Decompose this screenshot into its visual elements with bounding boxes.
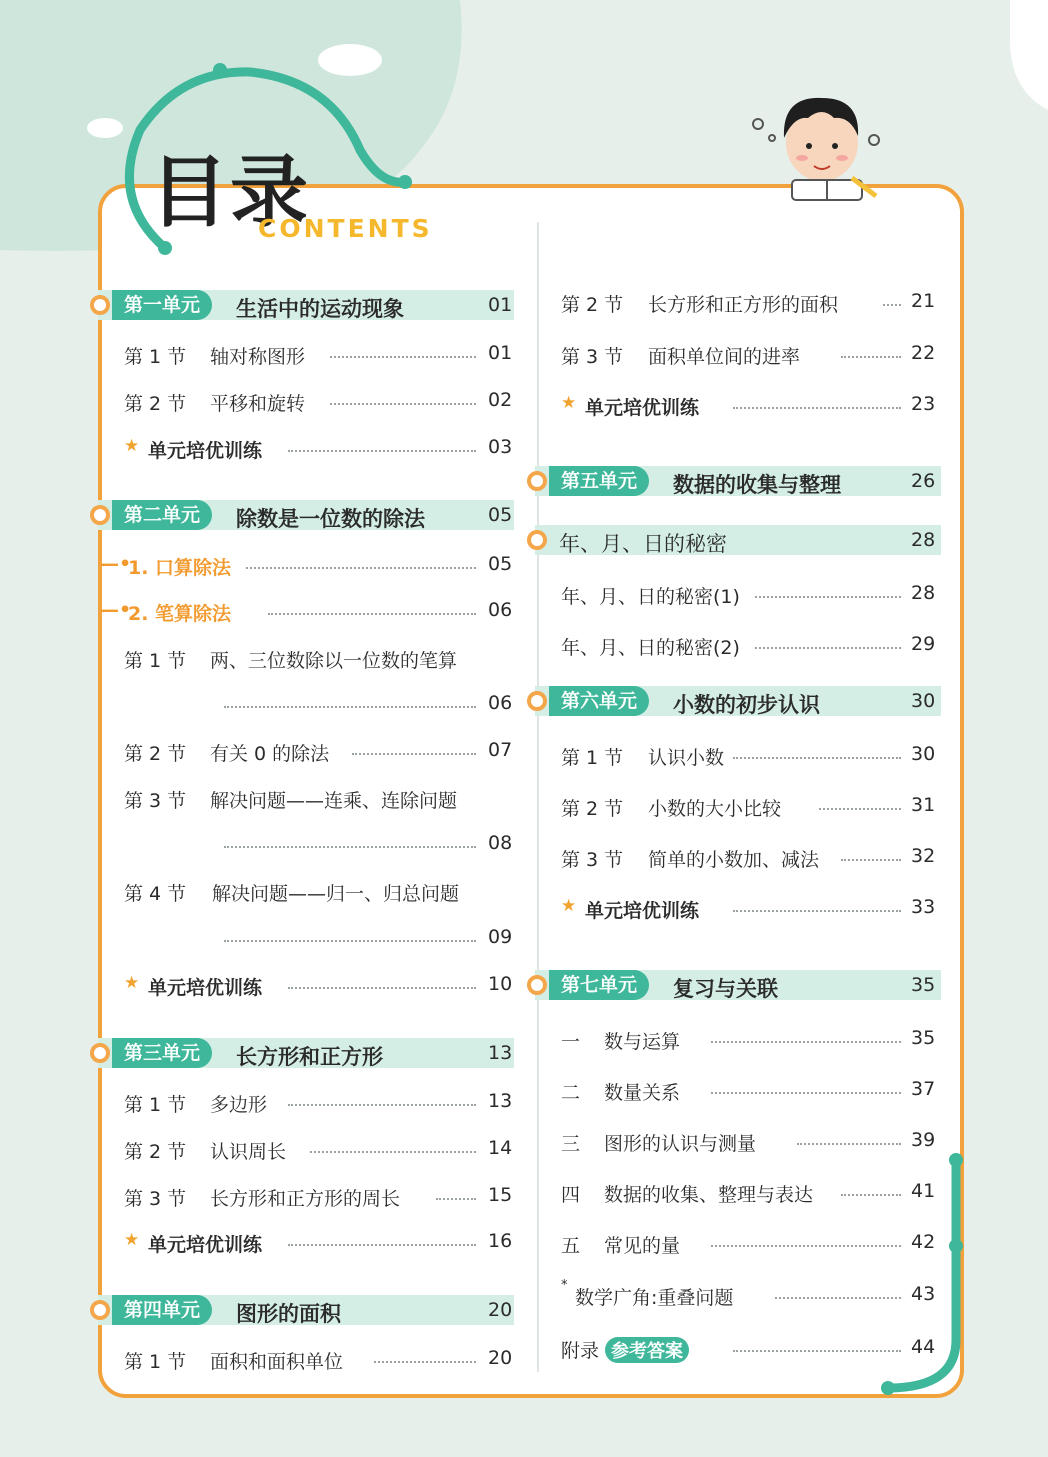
bullet-ring-icon bbox=[90, 295, 110, 315]
page-number: 09 bbox=[488, 926, 513, 948]
section-title: 解决问题——连乘、连除问题 bbox=[210, 790, 458, 812]
dot-leader bbox=[330, 356, 476, 358]
column-divider bbox=[537, 222, 539, 1372]
toc-entry[interactable] bbox=[124, 736, 514, 766]
dot-leader bbox=[310, 1151, 476, 1153]
unit-header-6[interactable] bbox=[535, 686, 941, 716]
section-title: 多边形 bbox=[210, 1094, 268, 1116]
section-title: 单元培优训练 bbox=[148, 1234, 263, 1256]
dot-leader bbox=[841, 356, 901, 358]
page-number: 06 bbox=[488, 599, 513, 621]
unit-header-2[interactable] bbox=[98, 500, 514, 530]
section-number: 第 1 节 bbox=[124, 1351, 187, 1373]
page-number: 35 bbox=[911, 974, 936, 996]
page-number: 42 bbox=[911, 1231, 936, 1253]
toc-entry[interactable] bbox=[561, 630, 941, 660]
orange-bullet-icon: —• bbox=[100, 553, 132, 575]
corner-curve-decoration bbox=[870, 1150, 990, 1440]
section-title: 小数的大小比较 bbox=[648, 798, 782, 820]
page-number: 08 bbox=[488, 832, 513, 854]
section-number: 第 1 节 bbox=[124, 346, 187, 368]
star-icon: ★ bbox=[124, 973, 140, 993]
unit-tag: 第七单元 bbox=[549, 970, 649, 1000]
section-title: 单元培优训练 bbox=[148, 440, 263, 462]
toc-entry[interactable] bbox=[124, 386, 514, 416]
dot-leader bbox=[436, 1198, 476, 1200]
section-title: 2. 笔算除法 bbox=[128, 603, 232, 625]
unit-header-3[interactable] bbox=[98, 1038, 514, 1068]
star-icon: ★ bbox=[124, 436, 140, 456]
page-number: 28 bbox=[911, 529, 936, 551]
section-title: 常见的量 bbox=[604, 1235, 681, 1257]
page-number: 13 bbox=[488, 1090, 513, 1112]
toc-entry[interactable] bbox=[124, 339, 514, 369]
bullet-ring-icon bbox=[527, 691, 547, 711]
page-number: 44 bbox=[911, 1336, 936, 1358]
section-title: 数据的收集、整理与表达 bbox=[604, 1184, 814, 1206]
section-title: 单元培优训练 bbox=[585, 900, 700, 922]
dot-leader bbox=[733, 757, 901, 759]
section-title: 认识周长 bbox=[210, 1141, 287, 1163]
section-number: 四 bbox=[561, 1184, 581, 1206]
unit-title: 数据的收集与整理 bbox=[673, 473, 841, 497]
section-title: 解决问题——归一、归总问题 bbox=[212, 883, 460, 905]
bullet-ring-icon bbox=[527, 471, 547, 491]
page-number: 05 bbox=[488, 504, 513, 526]
toc-entry[interactable] bbox=[124, 970, 514, 1000]
page-number: 39 bbox=[911, 1129, 936, 1151]
toc-entry[interactable] bbox=[561, 579, 941, 609]
section-title: 长方形和正方形的周长 bbox=[210, 1188, 401, 1210]
section-title: 1. 口算除法 bbox=[128, 557, 232, 579]
toc-entry[interactable] bbox=[100, 596, 514, 626]
toc-entry[interactable] bbox=[561, 1024, 941, 1054]
dot-leader bbox=[755, 647, 901, 649]
bullet-ring-icon bbox=[527, 530, 547, 550]
page-number: 10 bbox=[488, 973, 513, 995]
answer-key-badge: 参考答案 bbox=[605, 1337, 689, 1363]
dot-leader bbox=[755, 596, 901, 598]
asterisk-mark: * bbox=[561, 1278, 568, 1293]
toc-entry[interactable] bbox=[124, 1227, 514, 1257]
appendix-label: 附录 bbox=[561, 1340, 600, 1362]
unit-header-1[interactable] bbox=[98, 290, 514, 320]
page-number: 01 bbox=[488, 294, 513, 316]
page-number: 22 bbox=[911, 342, 936, 364]
page-number: 05 bbox=[488, 553, 513, 575]
toc-entry[interactable] bbox=[124, 433, 514, 463]
section-number: 第 3 节 bbox=[561, 849, 624, 871]
page-number: 16 bbox=[488, 1230, 513, 1252]
page-number: 35 bbox=[911, 1027, 936, 1049]
section-title: 数量关系 bbox=[604, 1082, 681, 1104]
section-title: 简单的小数加、减法 bbox=[648, 849, 820, 871]
dot-leader bbox=[288, 1244, 476, 1246]
section-number: 第 2 节 bbox=[561, 798, 624, 820]
bullet-ring-icon bbox=[527, 975, 547, 995]
section-number: 一 bbox=[561, 1031, 581, 1053]
toc-entry[interactable] bbox=[124, 876, 514, 906]
page-number: 20 bbox=[488, 1347, 513, 1369]
page-title: 目录 bbox=[150, 148, 311, 238]
toc-entry-continued[interactable] bbox=[124, 923, 514, 953]
appendix-label-wrap bbox=[561, 1336, 689, 1363]
unit-header-5[interactable] bbox=[535, 466, 941, 496]
section-title: 数学广角:重叠问题 bbox=[575, 1287, 734, 1309]
dot-leader bbox=[797, 1143, 901, 1145]
unit-title: 长方形和正方形 bbox=[236, 1045, 383, 1069]
unit-header-4[interactable] bbox=[98, 1295, 514, 1325]
page-number: 06 bbox=[488, 692, 513, 714]
dot-leader bbox=[352, 753, 476, 755]
page-number: 23 bbox=[911, 393, 936, 415]
dot-leader bbox=[883, 304, 901, 306]
section-number: 第 3 节 bbox=[124, 1188, 187, 1210]
unit-tag: 第六单元 bbox=[549, 686, 649, 716]
toc-entry[interactable] bbox=[561, 390, 941, 420]
unit-title: 复习与关联 bbox=[673, 977, 778, 1001]
toc-entry[interactable] bbox=[124, 1344, 514, 1374]
page-subtitle: CONTENTS bbox=[258, 214, 433, 243]
page-number: 43 bbox=[911, 1283, 936, 1305]
dot-leader bbox=[374, 1361, 476, 1363]
dot-leader bbox=[711, 1041, 901, 1043]
toc-entry[interactable] bbox=[124, 1181, 514, 1211]
toc-entry[interactable] bbox=[124, 783, 514, 813]
page-number: 21 bbox=[911, 290, 936, 312]
topic-title: 年、月、日的秘密 bbox=[559, 532, 727, 556]
section-title: 轴对称图形 bbox=[210, 346, 306, 368]
toc-entry[interactable] bbox=[561, 740, 941, 770]
toc-entry[interactable] bbox=[124, 1134, 514, 1164]
page-number: 29 bbox=[911, 633, 936, 655]
toc-entry-continued[interactable] bbox=[124, 689, 514, 719]
section-title: 平移和旋转 bbox=[210, 393, 306, 415]
section-number: 五 bbox=[561, 1235, 581, 1257]
boy-reading-icon bbox=[752, 88, 892, 208]
section-title: 长方形和正方形的面积 bbox=[648, 294, 839, 316]
dot-leader bbox=[288, 450, 476, 452]
page-number: 32 bbox=[911, 845, 936, 867]
page-number: 30 bbox=[911, 743, 936, 765]
dot-leader bbox=[288, 987, 476, 989]
dot-leader bbox=[246, 567, 476, 569]
dot-leader bbox=[268, 613, 476, 615]
section-number: 三 bbox=[561, 1133, 581, 1155]
toc-entry[interactable] bbox=[100, 550, 514, 580]
dot-leader bbox=[711, 1092, 901, 1094]
bullet-ring-icon bbox=[90, 1043, 110, 1063]
toc-entry[interactable] bbox=[561, 1075, 941, 1105]
section-number: 二 bbox=[561, 1082, 581, 1104]
unit-tag: 第一单元 bbox=[112, 290, 212, 320]
toc-entry-continued[interactable] bbox=[124, 829, 514, 859]
section-title: 有关 0 的除法 bbox=[210, 743, 330, 765]
dot-leader bbox=[224, 940, 476, 942]
page-number: 30 bbox=[911, 690, 936, 712]
section-title: 数与运算 bbox=[604, 1031, 681, 1053]
page-number: 33 bbox=[911, 896, 936, 918]
dot-leader bbox=[288, 1104, 476, 1106]
orange-bullet-icon: —• bbox=[100, 599, 132, 621]
star-icon: ★ bbox=[561, 896, 577, 916]
toc-entry[interactable] bbox=[561, 893, 941, 923]
page-number: 15 bbox=[488, 1184, 513, 1206]
page-number: 14 bbox=[488, 1137, 513, 1159]
unit-tag: 第五单元 bbox=[549, 466, 649, 496]
dot-leader bbox=[733, 407, 901, 409]
page-number: 03 bbox=[488, 436, 513, 458]
dot-leader bbox=[224, 706, 476, 708]
section-title: 年、月、日的秘密(2) bbox=[561, 637, 740, 659]
dot-leader bbox=[224, 846, 476, 848]
section-number: 第 2 节 bbox=[124, 743, 187, 765]
toc-entry[interactable] bbox=[124, 1087, 514, 1117]
topic-header[interactable] bbox=[535, 525, 941, 555]
section-title: 图形的认识与测量 bbox=[604, 1133, 757, 1155]
unit-tag: 第二单元 bbox=[112, 500, 212, 530]
section-number: 第 1 节 bbox=[124, 1094, 187, 1116]
page-number: 31 bbox=[911, 794, 936, 816]
section-title: 面积和面积单位 bbox=[210, 1351, 344, 1373]
unit-title: 图形的面积 bbox=[236, 1302, 341, 1326]
page-number: 41 bbox=[911, 1180, 936, 1202]
section-title: 年、月、日的秘密(1) bbox=[561, 586, 740, 608]
star-icon: ★ bbox=[561, 393, 577, 413]
section-number: 第 2 节 bbox=[124, 393, 187, 415]
section-title: 单元培优训练 bbox=[585, 397, 700, 419]
bullet-ring-icon bbox=[90, 505, 110, 525]
dot-leader bbox=[819, 808, 901, 810]
unit-title: 生活中的运动现象 bbox=[236, 297, 404, 321]
unit-header-7[interactable] bbox=[535, 970, 941, 1000]
page-number: 07 bbox=[488, 739, 513, 761]
section-number: 第 3 节 bbox=[124, 790, 187, 812]
page-number: 37 bbox=[911, 1078, 936, 1100]
bullet-ring-icon bbox=[90, 1300, 110, 1320]
unit-tag: 第四单元 bbox=[112, 1295, 212, 1325]
toc-entry[interactable] bbox=[124, 643, 514, 673]
section-number: 第 4 节 bbox=[124, 883, 187, 905]
section-title: 两、三位数除以一位数的笔算 bbox=[210, 650, 458, 672]
section-number: 第 1 节 bbox=[124, 650, 187, 672]
dot-leader bbox=[841, 859, 901, 861]
section-number: 第 2 节 bbox=[124, 1141, 187, 1163]
unit-title: 小数的初步认识 bbox=[673, 693, 820, 717]
dot-leader bbox=[733, 910, 901, 912]
section-number: 第 3 节 bbox=[561, 346, 624, 368]
section-title: 面积单位间的进率 bbox=[648, 346, 801, 368]
unit-tag: 第三单元 bbox=[112, 1038, 212, 1068]
page-number: 01 bbox=[488, 342, 513, 364]
toc-entry[interactable] bbox=[561, 339, 941, 369]
page-number: 13 bbox=[488, 1042, 513, 1064]
unit-title: 除数是一位数的除法 bbox=[236, 507, 425, 531]
section-number: 第 2 节 bbox=[561, 294, 624, 316]
star-icon: ★ bbox=[124, 1230, 140, 1250]
toc-entry[interactable] bbox=[561, 791, 941, 821]
dot-leader bbox=[330, 403, 476, 405]
section-number: 第 1 节 bbox=[561, 747, 624, 769]
page-number: 26 bbox=[911, 470, 936, 492]
section-title: 认识小数 bbox=[648, 747, 725, 769]
page-number: 20 bbox=[488, 1299, 513, 1321]
toc-entry[interactable] bbox=[561, 287, 941, 317]
page-number: 28 bbox=[911, 582, 936, 604]
toc-entry[interactable] bbox=[561, 842, 941, 872]
section-title: 单元培优训练 bbox=[148, 977, 263, 999]
page-number: 02 bbox=[488, 389, 513, 411]
